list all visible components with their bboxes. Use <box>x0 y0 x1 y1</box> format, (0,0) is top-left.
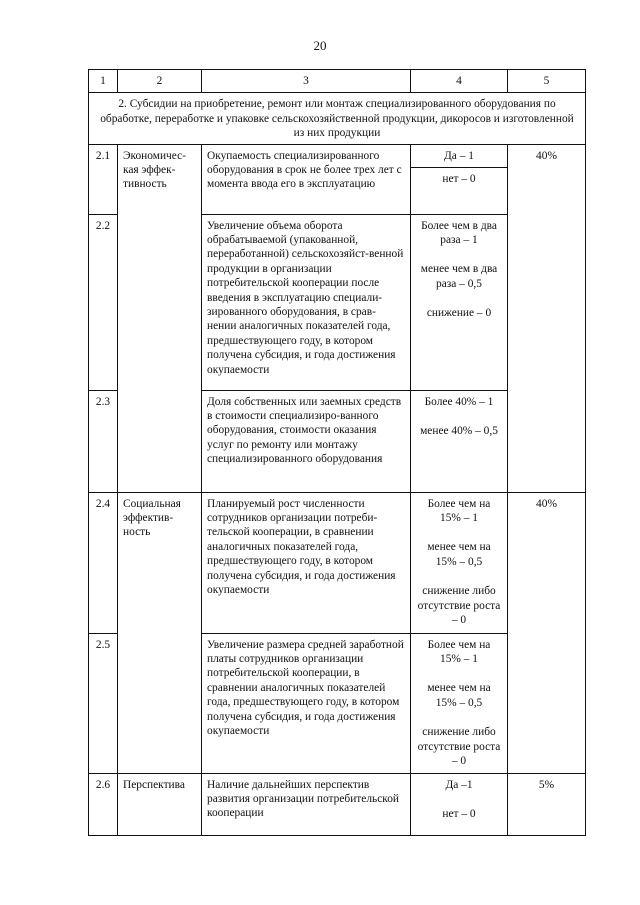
score-option: менее чем в два раза – 0,5 <box>420 263 498 290</box>
criterion-text: Доля собственных или заемных средств в стоимости специализиро-ванного оборудования, стоимости оказания услуг по ремонту или монтажу специализированного оборудования <box>202 390 411 492</box>
criterion-text: Наличие дальнейших перспектив развития организации потребительской кооперации <box>202 773 411 835</box>
column-header-2: 2 <box>118 70 202 93</box>
score-option: снижение либо отсутствие роста – 0 <box>417 585 501 627</box>
score-option: Да –1 <box>445 778 473 791</box>
criterion-text: Окупаемость специализированного оборудования в срок не более трех лет с момента ввода его в эксплуатацию <box>202 144 411 214</box>
row-number: 2.4 <box>89 492 118 633</box>
section-title: 2. Субсидии на приобретение, ремонт или монтаж специализированного оборудования по обработке, переработке и упаковке сельскохозяйственной продукции, дикоросов и изготовленной из них продукции <box>89 93 586 144</box>
score-option: Более чем на 15% – 1 <box>427 497 491 525</box>
column-header-5: 5 <box>508 70 586 93</box>
group-label-prospect: Перспектива <box>118 773 202 835</box>
score-cell <box>411 214 508 390</box>
table-row <box>89 144 586 214</box>
score-option: снижение либо отсутствие роста – 0 <box>417 726 501 768</box>
table-row <box>89 633 586 773</box>
group-weight-prospect: 5% <box>508 773 586 835</box>
score-cell <box>411 492 508 633</box>
row-number: 2.3 <box>89 390 118 492</box>
group-weight-social-continued <box>508 633 586 773</box>
criterion-text: Планируемый рост численности сотрудников организации потреби-тельской кооперации, в сравнении аналогичных показателей года, предшествующего году, в котором получена субсидия, и года достижения окупаемости <box>202 492 411 633</box>
row-number: 2.2 <box>89 214 118 390</box>
criterion-text: Увеличение объема оборота обрабатываемой (упакованной, переработанной) сельскохозяйст-венной продукции в организации потребительской кооперации после введения в эксплуатацию специали-зированного оборудования, в срав-нении аналогичных показателей года, предшествующего году, в котором получена субсидия, и года достижения окупаемости <box>202 214 411 390</box>
group-label-economic: Экономичес-кая эффек-тивность <box>118 144 202 492</box>
score-option: менее чем на 15% – 0,5 <box>427 682 491 709</box>
score-cell <box>411 144 508 214</box>
table-row <box>89 492 586 633</box>
score-option: Да – 1 <box>444 149 474 162</box>
criteria-table <box>88 69 586 836</box>
score-option: Более чем в два раза – 1 <box>421 219 497 247</box>
table-row <box>89 773 586 835</box>
column-header-3: 3 <box>202 70 411 93</box>
column-header-1: 1 <box>89 70 118 93</box>
score-cell <box>411 390 508 492</box>
group-weight-economic: 40% <box>508 144 586 492</box>
score-option: нет – 0 <box>411 167 507 190</box>
score-option: снижение – 0 <box>426 307 492 320</box>
criterion-text: Увеличение размера средней заработной платы сотрудников организации потребительской кооперации, в сравнении аналогичных показателей года, предшествующего году, в котором получена субсидия, и года достижения окупаемости <box>202 633 411 773</box>
score-option: менее 40% – 0,5 <box>420 425 498 438</box>
score-cell <box>411 633 508 773</box>
score-option: менее чем на 15% – 0,5 <box>427 541 491 568</box>
score-option: Более чем на 15% – 1 <box>427 638 491 666</box>
row-number: 2.5 <box>89 633 118 773</box>
page-number: 20 <box>313 38 327 53</box>
score-cell <box>411 773 508 835</box>
group-label-social-continued <box>118 633 202 773</box>
group-weight-social: 40% <box>508 492 586 633</box>
row-number: 2.6 <box>89 773 118 835</box>
section-title-row <box>89 93 586 144</box>
row-number: 2.1 <box>89 144 118 214</box>
table-header-row <box>89 70 586 93</box>
column-header-4: 4 <box>411 70 508 93</box>
score-option: нет – 0 <box>442 808 476 821</box>
score-option: Более 40% – 1 <box>424 395 494 408</box>
group-label-social: Социальная эффектив-ность <box>118 492 202 633</box>
